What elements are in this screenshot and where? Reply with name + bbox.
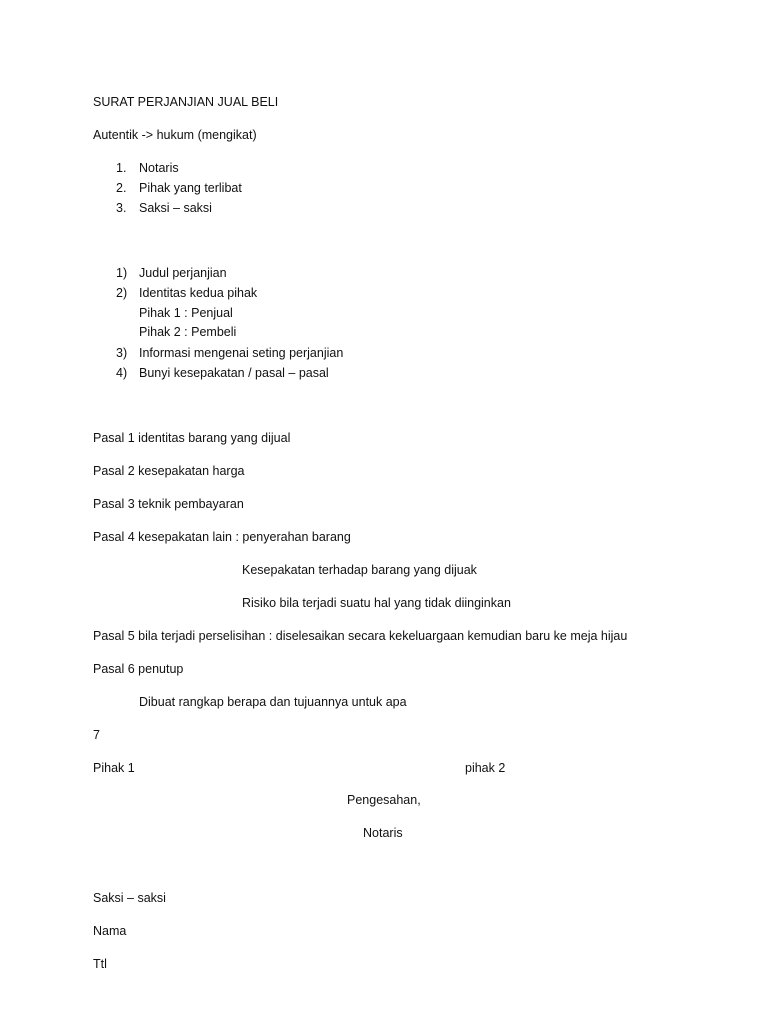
list2-subitem: Pihak 1 : Penjual [139,306,233,320]
pasal-2: Pasal 2 kesepakatan harga [93,464,245,478]
ttl-label: Ttl [93,957,107,971]
pasal-1: Pasal 1 identitas barang yang dijual [93,431,291,445]
pasal-4-detail: Kesepakatan terhadap barang yang dijuak [242,563,477,577]
pasal-4-detail: Risiko bila terjadi suatu hal yang tidak diinginkan [242,596,511,610]
pengesahan-label: Pengesahan, [347,793,421,807]
list2-item: Judul perjanjian [139,266,227,280]
notaris-label: Notaris [363,826,403,840]
list1-number: 1. [116,161,127,175]
list2-item: Bunyi kesepakatan / pasal – pasal [139,366,329,380]
list1-number: 2. [116,181,127,195]
number-seven: 7 [93,728,100,742]
list1-item: Saksi – saksi [139,201,212,215]
document-title: SURAT PERJANJIAN JUAL BELI [93,95,279,109]
saksi-label: Saksi – saksi [93,891,166,905]
pasal-6: Pasal 6 penutup [93,662,184,676]
list1-item: Notaris [139,161,179,175]
list1-number: 3. [116,201,127,215]
list2-number: 2) [116,286,128,300]
pihak-1-label: Pihak 1 [93,761,135,775]
list2-item: Informasi mengenai seting perjanjian [139,346,344,360]
list2-number: 1) [116,266,128,280]
pasal-6-detail: Dibuat rangkap berapa dan tujuannya untuk apa [139,695,407,709]
list1-item: Pihak yang terlibat [139,181,242,195]
list2-subitem: Pihak 2 : Pembeli [139,325,237,339]
pihak-2-label: pihak 2 [465,761,506,775]
autentik-line: Autentik -> hukum (mengikat) [93,128,257,142]
list2-number: 4) [116,366,128,380]
list2-number: 3) [116,346,128,360]
pasal-3: Pasal 3 teknik pembayaran [93,497,244,511]
list2-item: Identitas kedua pihak [139,286,258,300]
nama-label: Nama [93,924,127,938]
pasal-5: Pasal 5 bila terjadi perselisihan : diselesaikan secara kekeluargaan kemudian baru ke meja hijau [93,629,628,643]
pasal-4: Pasal 4 kesepakatan lain : penyerahan barang [93,530,351,544]
